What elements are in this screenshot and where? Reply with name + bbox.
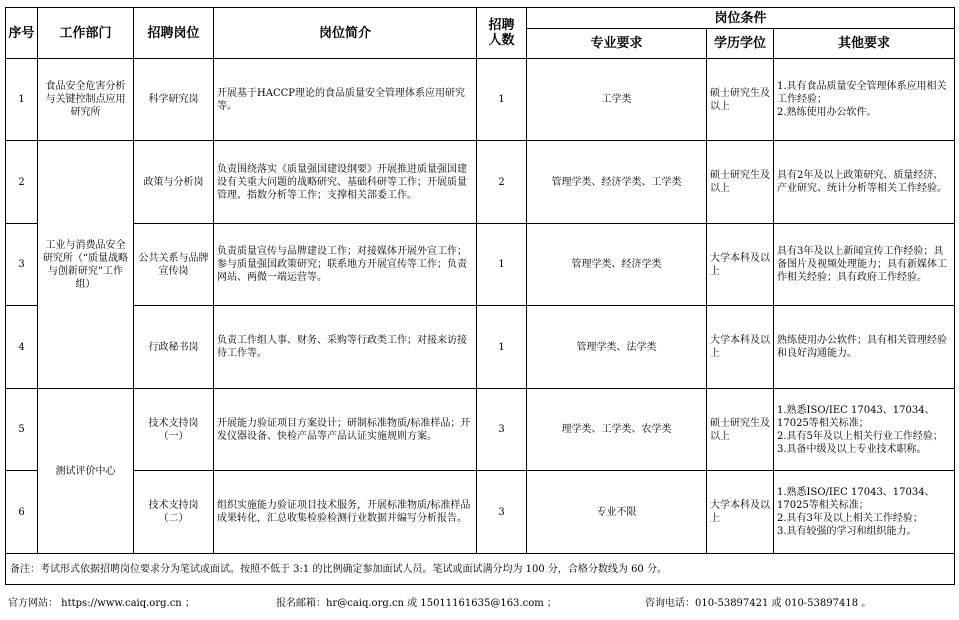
row-count: 2 — [477, 141, 527, 224]
row-position: 政策与分析岗 — [134, 141, 214, 224]
footer-phone: 咨询电话：010-53897421 或 010-53897418 。 — [645, 598, 872, 609]
row-dept: 测试评价中心 — [38, 389, 134, 554]
row-other: 1.熟悉ISO/IEC 17043、17034、17025等相关标准； 2.具有5年及以上相关行业工作经验； 3.具备中级及以上专业技术职称。 — [774, 389, 955, 471]
row-position: 技术支持岗（一） — [134, 389, 214, 471]
row-desc: 负责工作组人事、财务、采购等行政类工作；对接来访接待工作等。 — [214, 306, 477, 389]
row-seq: 5 — [6, 389, 38, 471]
row-edu: 硕士研究生及以上 — [707, 389, 774, 471]
row-seq: 4 — [6, 306, 38, 389]
row-other: 1.具有食品质量安全管理体系应用相关工作经验； 2.熟练使用办公软件。 — [774, 59, 955, 141]
row-edu: 大学本科及以上 — [707, 306, 774, 389]
table-row — [6, 59, 955, 141]
header-major: 专业要求 — [527, 29, 707, 59]
row-major: 管理学类、法学类 — [527, 306, 707, 389]
table-row — [6, 224, 955, 306]
row-major: 管理学类、经济学类、工学类 — [527, 141, 707, 224]
table-note: 备注：考试形式依据招聘岗位要求分为笔试或面试。按照不低于 3:1 的比例确定参加面试人员。笔试或面试满分均为 100 分，合格分数线为 60 分。 — [6, 554, 955, 585]
row-edu: 大学本科及以上 — [707, 471, 774, 554]
table-row — [6, 306, 955, 389]
row-count: 3 — [477, 471, 527, 554]
row-count: 1 — [477, 306, 527, 389]
row-seq: 6 — [6, 471, 38, 554]
row-major: 工学类 — [527, 59, 707, 141]
header-desc: 岗位简介 — [214, 8, 477, 59]
footer-email[interactable]: 报名邮箱：hr@caiq.org.cn 或 15011161635@163.com ； — [276, 598, 557, 609]
row-count: 1 — [477, 59, 527, 141]
row-position: 科学研究岗 — [134, 59, 214, 141]
row-major: 理学类、工学类、农学类 — [527, 389, 707, 471]
row-other: 具有2年及以上政策研究、质量经济、产业研究、统计分析等相关工作经验。 — [774, 141, 955, 224]
row-dept: 工业与消费品安全研究所（“质量战略与创新研究”工作组） — [38, 141, 134, 389]
row-other: 熟练使用办公软件；具有相关管理经验和良好沟通能力。 — [774, 306, 955, 389]
row-other: 具有3年及以上新闻宣传工作经验；具备图片及视频处理能力；具有新媒体工作相关经验；具有政府工作经验。 — [774, 224, 955, 306]
row-edu: 硕士研究生及以上 — [707, 59, 774, 141]
recruitment-table — [5, 7, 955, 585]
table-row — [6, 141, 955, 224]
row-seq: 1 — [6, 59, 38, 141]
header-position: 招聘岗位 — [134, 8, 214, 59]
row-position: 行政秘书岗 — [134, 306, 214, 389]
row-dept: 食品安全危害分析与关键控制点应用研究所 — [38, 59, 134, 141]
row-major: 专业不限 — [527, 471, 707, 554]
row-desc: 组织实施能力验证项目技术服务，开展标准物质/标准样品成果转化，汇总收集检验检测行业数据并编写分析报告。 — [214, 471, 477, 554]
table-row — [6, 389, 955, 471]
header-count: 招聘人数 — [477, 8, 527, 59]
footer-website[interactable]: 官方网站： https://www.caiq.org.cn ； — [8, 598, 195, 609]
header-edu: 学历学位 — [707, 29, 774, 59]
header-other: 其他要求 — [774, 29, 955, 59]
row-other: 1.熟悉ISO/IEC 17043、17034、17025等相关标准； 2.具有3年及以上相关工作经验； 3.具有较强的学习和组织能力。 — [774, 471, 955, 554]
row-edu: 硕士研究生及以上 — [707, 141, 774, 224]
row-desc: 开展基于HACCP理论的食品质量安全管理体系应用研究等。 — [214, 59, 477, 141]
row-desc: 负责围绕落实《质量强国建设纲要》开展推进质量强国建设有关重大问题的战略研究、基础科研等工作；开展质量管理、指数分析等工作；支撑相关部委工作。 — [214, 141, 477, 224]
header-seq: 序号 — [6, 8, 38, 59]
row-position: 技术支持岗（二） — [134, 471, 214, 554]
header-conditions: 岗位条件 — [527, 8, 955, 29]
row-major: 管理学类、经济学类 — [527, 224, 707, 306]
row-count: 1 — [477, 224, 527, 306]
row-count: 3 — [477, 389, 527, 471]
header-dept: 工作部门 — [38, 8, 134, 59]
footer — [0, 594, 959, 610]
row-seq: 3 — [6, 224, 38, 306]
row-desc: 开展能力验证项目方案设计；研制标准物质/标准样品；开发仪器设备、快检产品等产品认证实施规则方案。 — [214, 389, 477, 471]
row-position: 公共关系与品牌宣传岗 — [134, 224, 214, 306]
table-row — [6, 471, 955, 554]
row-desc: 负责质量宣传与品牌建设工作；对接媒体开展外宣工作；参与质量强国政策研究；联系地方开展宣传等工作；负责网站、两微一端运营等。 — [214, 224, 477, 306]
row-edu: 大学本科及以上 — [707, 224, 774, 306]
row-seq: 2 — [6, 141, 38, 224]
